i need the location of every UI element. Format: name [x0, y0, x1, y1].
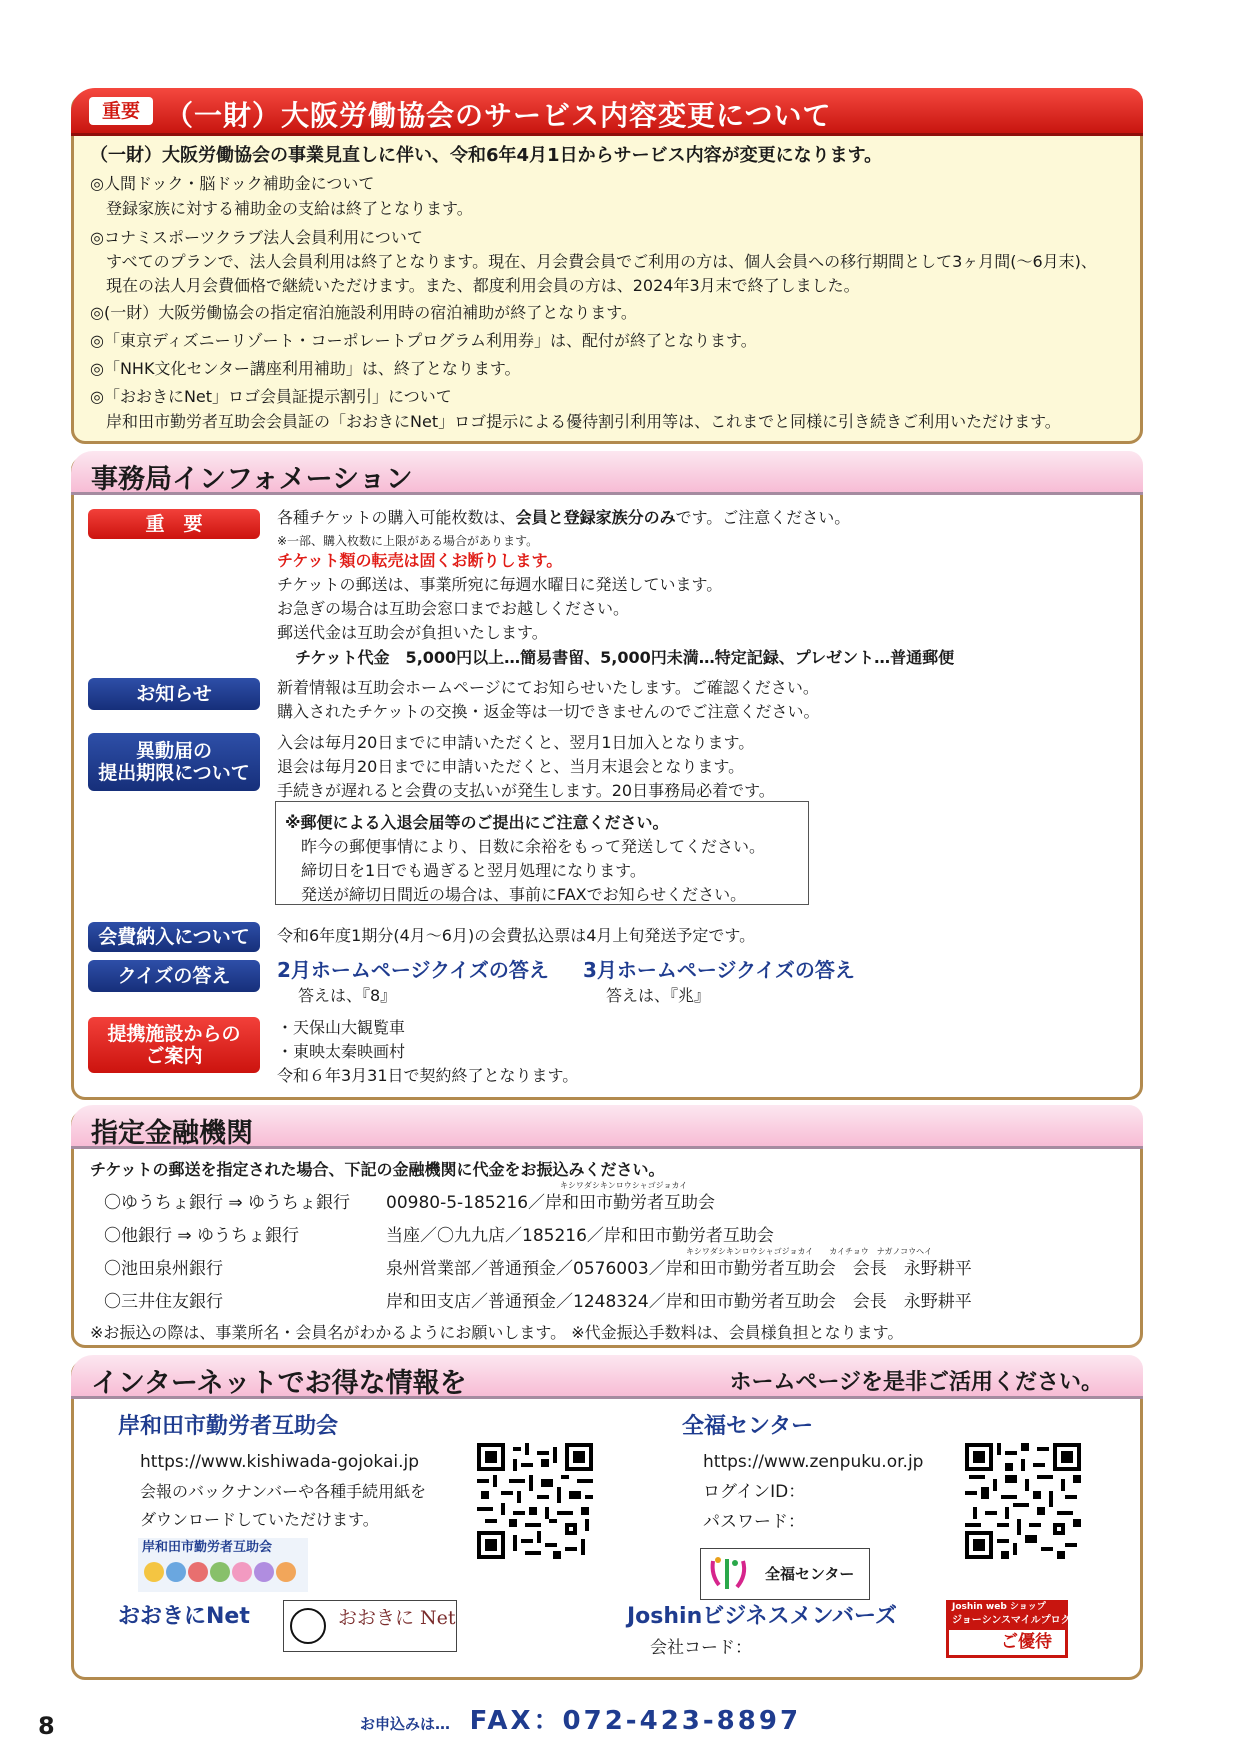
joshin-logo-panel	[949, 1630, 1065, 1655]
bank-name: 〇ゆうちょ銀行 ⇒ ゆうちょ銀行	[104, 1193, 351, 1213]
gojokai-desc: ダウンロードしていただけます。	[140, 1510, 379, 1529]
joshin-company-code-label: 会社コード：	[650, 1638, 752, 1658]
mail-notice-line: 昨今の郵便事情により、日数に余裕をもって発送してください。	[285, 837, 766, 856]
service-change-header	[71, 88, 1143, 136]
transfer-line: 退会は毎月20日までに申請いただくと、当月末退会となります。	[277, 757, 745, 776]
financial-note: ※お振込の際は、事業所名・会員名がわかるようにお願いします。 ※代金振込手数料は、会員様負担となります。	[90, 1323, 904, 1342]
internet-title: インターネットでお得な情報を	[91, 1368, 467, 1399]
quiz1-title: 2月ホームページクイズの答え	[277, 958, 549, 982]
transfer-line: 手続きが遅れると会費の支払いが発生します。20日事務局必着です。	[277, 781, 775, 800]
office-info-header	[71, 451, 1143, 495]
bank-name: 〇池田泉州銀行	[104, 1259, 223, 1279]
mascots-illustration	[142, 1558, 304, 1590]
quiz1-answer: 答えは、『8』	[298, 986, 397, 1005]
zenpuku-logo-icon	[707, 1555, 751, 1595]
gojokai-desc: 会報のバックナンバーや各種手続用紙を	[140, 1482, 427, 1501]
zenpuku-login-label: ログインID：	[703, 1482, 806, 1502]
quiz2-title: 3月ホームページクイズの答え	[583, 958, 855, 982]
mail-notice-line: 発送が締切日間近の場合は、事前にFAXでお知らせください。	[285, 885, 747, 904]
zenpuku-logo	[700, 1548, 870, 1600]
office-info-title: 事務局インフォメーション	[91, 464, 413, 495]
resale-warning: チケット類の転売は固くお断りします。	[277, 551, 563, 570]
joshin-logo	[946, 1600, 1091, 1658]
label-quiz: クイズの答え	[88, 960, 260, 992]
service-item: 登録家族に対する補助金の支給は終了となります。	[90, 199, 473, 218]
important-badge: 重要	[89, 97, 153, 125]
apply-label: お申込みは…	[360, 1715, 451, 1733]
notice-line: 新着情報は互助会ホームページにてお知らせいたします。ご確認ください。	[277, 678, 819, 697]
bank-ruby: キシワダシキンロウシャゴジョカイ	[560, 1181, 688, 1190]
financial-title: 指定金融機関	[91, 1118, 253, 1149]
service-item: ◎「東京ディズニーリゾート・コーポレートプログラム利用券」は、配付が終了となります。	[90, 331, 757, 350]
service-item: ◎「おおきにNet」ロゴ会員証提示割引」について	[90, 387, 452, 406]
quiz2-answer: 答えは、『兆』	[606, 986, 711, 1005]
page-number: 8	[38, 1712, 55, 1740]
important-line: ※一部、購入枚数に上限がある場合があります。	[277, 534, 539, 548]
fee-line: 令和6年度1期分(4月～6月)の会費払込票は4月上旬発送予定です。	[277, 926, 756, 945]
label-fee: 会費納入について	[88, 922, 260, 952]
financial-header	[71, 1105, 1143, 1149]
ookini-net-logo	[283, 1600, 457, 1652]
zenpuku-url[interactable]: https://www.zenpuku.or.jp	[703, 1452, 924, 1472]
gojokai-logo	[138, 1538, 308, 1592]
ookini-net-logo-text: おおきに Net	[338, 1607, 456, 1629]
important-line: 各種チケットの購入可能枚数は、会員と登録家族分のみです。ご注意ください。	[277, 508, 851, 527]
partner-line: ・東映太秦映画村	[277, 1042, 406, 1061]
label-transfer	[88, 733, 260, 791]
service-item: すべてのプランで、法人会員利用は終了となります。現在、月会費会員でご利用の方は、個人会員への移行期間として3ヶ月間(～6月末)、	[90, 252, 1097, 271]
service-item: ◎人間ドック・脳ドック補助金について	[90, 174, 375, 193]
label-transfer-line: 異動届の	[135, 740, 212, 762]
financial-lead: チケットの郵送を指定された場合、下記の金融機関に代金をお振込みください。	[90, 1160, 665, 1179]
bank-name: 〇他銀行 ⇒ ゆうちょ銀行	[104, 1226, 300, 1246]
label-partner-line: ご案内	[145, 1045, 203, 1067]
zenpuku-password-label: パスワード：	[703, 1512, 805, 1532]
mail-notice-line: 締切日を1日でも過ぎると翌月処理になります。	[285, 861, 646, 880]
postage-rates: チケット代金 5,000円以上…簡易書留、5,000円未満…特定記録、プレゼント…普通郵便	[295, 648, 955, 667]
gojokai-logo-text: 岸和田市勤労者互助会	[142, 1540, 273, 1555]
joshin-heading: Joshinビジネスメンバーズ	[627, 1604, 897, 1629]
bank-name: 〇三井住友銀行	[104, 1292, 223, 1312]
service-item: ◎(一財）大阪労働協会の指定宿泊施設利用時の宿泊補助が終了となります。	[90, 303, 637, 322]
label-partner-line: 提携施設からの	[107, 1023, 241, 1045]
gojokai-url[interactable]: https://www.kishiwada-gojokai.jp	[140, 1452, 419, 1472]
important-line: チケットの郵送は、事業所宛に毎週水曜日に発送しています。	[277, 575, 723, 594]
transfer-line: 入会は毎月20日までに申請いただくと、翌月1日加入となります。	[277, 733, 755, 752]
internet-subtitle: ホームページを是非ご活用ください。	[729, 1370, 1103, 1395]
bank-detail: 当座／〇九九店／185216／岸和田市勤労者互助会	[386, 1226, 774, 1246]
service-change-lead: （一財）大阪労働協会の事業見直しに伴い、令和6年4月1日からサービス内容が変更になります。	[90, 145, 883, 166]
bank-detail: 00980-5-185216／岸和田市勤労者互助会	[386, 1193, 716, 1213]
bank-detail: 泉州営業部／普通預金／0576003／岸和田市勤労者互助会 会長 永野耕平	[386, 1259, 972, 1279]
service-item: ◎コナミスポーツクラブ法人会員利用について	[90, 228, 423, 247]
bank-detail: 岸和田支店／普通預金／1248324／岸和田市勤労者互助会 会長 永野耕平	[386, 1292, 972, 1312]
partner-line: ・天保山大観覧車	[277, 1018, 406, 1037]
notice-line: 購入されたチケットの交換・返金等は一切できませんのでご注意ください。	[277, 702, 820, 721]
internet-header	[71, 1355, 1143, 1399]
service-item: ◎「NHK文化センター講座利用補助」は、終了となります。	[90, 359, 521, 378]
label-notice: お知らせ	[88, 678, 260, 710]
label-important: 重 要	[88, 509, 260, 539]
gojokai-heading: 岸和田市勤労者互助会	[118, 1414, 339, 1439]
joshin-logo-bottom: ご優待	[1001, 1632, 1052, 1652]
label-transfer-line: 提出期限について	[98, 762, 250, 784]
zenpuku-qr-code[interactable]	[965, 1443, 1081, 1559]
service-change-title: （一財）大阪労働協会のサービス内容変更について	[165, 99, 832, 132]
ookini-net-heading: おおきにNet	[118, 1604, 250, 1629]
label-partner	[88, 1017, 260, 1073]
zenpuku-heading: 全福センター	[682, 1414, 814, 1439]
bank-ruby: キシワダシキンロウシャゴジョカイ カイチョウ ナガノコウヘイ	[686, 1247, 933, 1256]
gojokai-qr-code[interactable]	[477, 1443, 593, 1559]
important-line: 郵送代金は互助会が負担いたします。	[277, 623, 548, 642]
service-item: 岸和田市勤労者互助会会員証の「おおきにNet」ロゴ提示による優待割引利用等は、これまでと同様に引き続きご利用いただけます。	[90, 412, 1061, 431]
zenpuku-logo-text: 全福センター	[765, 1565, 855, 1583]
partner-line: 令和６年3月31日で契約終了となります。	[277, 1066, 579, 1085]
fax-line	[360, 1700, 801, 1737]
important-line: お急ぎの場合は互助会窓口までお越しください。	[277, 599, 630, 618]
ookini-stamp-icon	[288, 1606, 328, 1646]
joshin-logo-mid: ジョーシンスマイルプログラム	[952, 1615, 1091, 1626]
service-item: 現在の法人月会費価格で継続いただけます。また、都度利用会員の方は、2024年3月末で終了しました。	[90, 276, 860, 295]
mail-notice-line: ※郵便による入退会届等のご提出にご注意ください。	[285, 813, 669, 832]
fax-number: FAX：072-423-8897	[469, 1706, 802, 1736]
joshin-logo-top: Joshin web ショップ	[952, 1602, 1046, 1612]
